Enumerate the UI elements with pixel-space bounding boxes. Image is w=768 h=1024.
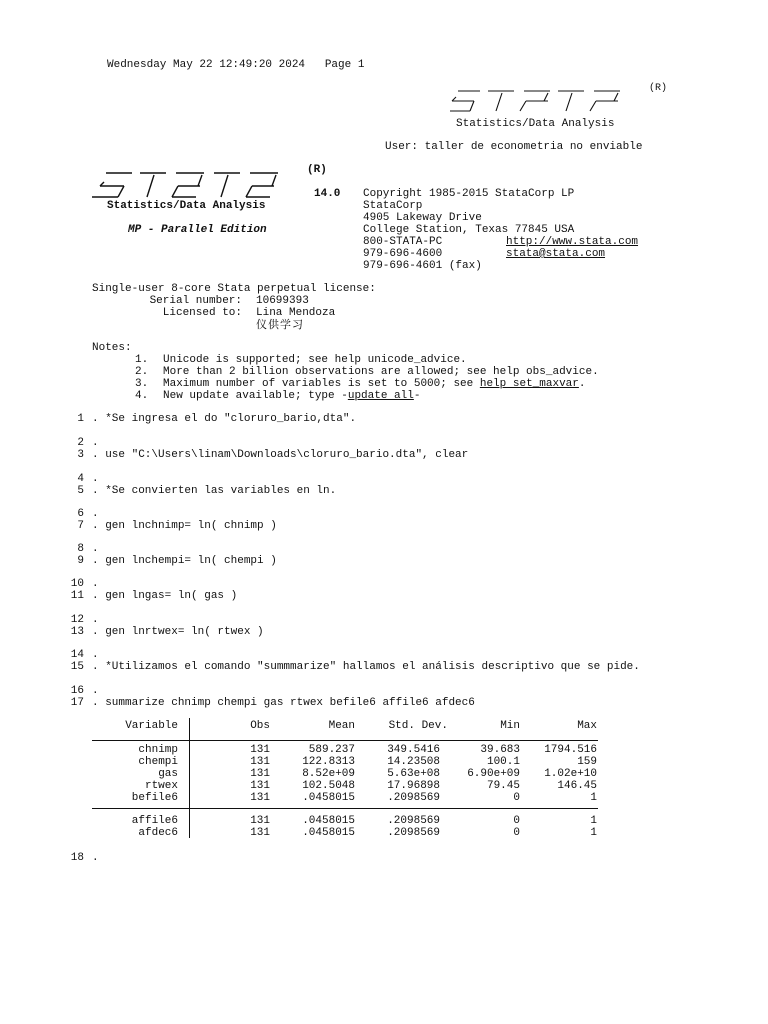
cell-min: 79.45	[486, 780, 520, 792]
table-group-rule	[92, 808, 598, 809]
log-line: . *Se convierten las variables en ln.	[92, 485, 337, 497]
cell-max: 1	[590, 815, 597, 827]
user-line: User: taller de econometria no enviable	[385, 141, 643, 153]
cell-min: 0	[513, 815, 520, 827]
serial-label: Serial number:	[149, 295, 242, 307]
table-header-rule	[92, 740, 598, 741]
cell-obs: 131	[250, 768, 270, 780]
copyright: Copyright 1985-2015 StataCorp LP	[363, 188, 575, 200]
licensed-name: Lina Mendoza	[256, 307, 336, 319]
log-line: . gen lnrtwex= ln( rtwex )	[92, 626, 264, 638]
line-number: 5	[77, 485, 84, 497]
line-number: 15	[70, 661, 84, 673]
log-line: .	[92, 437, 99, 449]
line-number: 11	[70, 590, 84, 602]
cell-max: 159	[577, 756, 597, 768]
table-vertical-rule	[189, 718, 190, 838]
line-number: 8	[77, 543, 84, 555]
log-line: .	[92, 543, 99, 555]
cell-max: 1	[590, 792, 597, 804]
log-line: .	[92, 473, 99, 485]
line-number: 12	[70, 614, 84, 626]
note-text: New update available; type -	[163, 390, 348, 402]
cell-min: 0	[513, 827, 520, 839]
licensed-label: Licensed to:	[162, 307, 242, 319]
note-text: Maximum number of variables is set to 5000; see	[163, 378, 480, 390]
cell-min: 6.90e+09	[467, 768, 520, 780]
note-number: 2.	[135, 366, 149, 378]
cell-variable: befile6	[131, 792, 178, 804]
log-line: . *Utilizamos el comando "summmarize" hallamos el análisis descriptivo que se pide.	[92, 661, 640, 673]
cell-max: 1794.516	[544, 744, 597, 756]
log-line: . summarize chnimp chempi gas rtwex befile6 affile6 afdec6	[92, 697, 475, 709]
column-header-variable: Variable	[125, 720, 178, 732]
cell-variable: gas	[158, 768, 178, 780]
help-set-maxvar-link[interactable]: help set_maxvar	[479, 378, 579, 390]
log-line: . gen lngas= ln( gas )	[92, 590, 238, 602]
cell-obs: 131	[250, 744, 270, 756]
email-link[interactable]: stata@stata.com	[506, 248, 606, 260]
log-line: . gen lnchnimp= ln( chnimp )	[92, 520, 277, 532]
company-street: 4905 Lakeway Drive	[363, 212, 482, 224]
log-line: .	[92, 649, 99, 661]
note-number: 4.	[135, 390, 149, 402]
column-header-obs: Obs	[250, 720, 270, 732]
stata-version: 14.0	[314, 188, 341, 200]
log-line: . gen lnchempi= ln( chempi )	[92, 555, 277, 567]
log-line: .	[92, 852, 99, 864]
line-number: 4	[77, 473, 84, 485]
note-text: More than 2 billion observations are allowed; see help obs_advice.	[163, 366, 599, 378]
note-item-3	[163, 378, 586, 390]
line-number: 7	[77, 520, 84, 532]
cell-variable: afdec6	[138, 827, 178, 839]
line-number: 14	[70, 649, 84, 661]
column-header-max: Max	[577, 720, 597, 732]
log-line: . *Se ingresa el do "cloruro_bario,dta".	[92, 413, 357, 425]
company-name: StataCorp	[363, 200, 423, 212]
company-phone1: 800-STATA-PC	[363, 236, 443, 248]
cell-obs: 131	[250, 756, 270, 768]
note-text-suffix: -	[413, 390, 421, 402]
cell-std-dev: .2098569	[387, 815, 440, 827]
cell-mean: 102.5048	[302, 780, 355, 792]
note-text-suffix: .	[578, 378, 586, 390]
cell-obs: 131	[250, 780, 270, 792]
company-fax: 979-696-4601 (fax)	[363, 260, 482, 272]
cell-obs: 131	[250, 827, 270, 839]
line-number: 1	[77, 413, 84, 425]
cell-mean: 122.8313	[302, 756, 355, 768]
note-item-4	[163, 390, 420, 402]
notes-title: Notes:	[92, 342, 132, 354]
cell-mean: .0458015	[302, 815, 355, 827]
line-number: 10	[70, 578, 84, 590]
log-line: .	[92, 614, 99, 626]
cell-std-dev: 17.96898	[387, 780, 440, 792]
line-number: 17	[70, 697, 84, 709]
log-line: .	[92, 508, 99, 520]
cell-std-dev: .2098569	[387, 827, 440, 839]
company-city: College Station, Texas 77845 USA	[363, 224, 575, 236]
license-line: Single-user 8-core Stata perpetual license:	[92, 283, 376, 295]
line-number: 2	[77, 437, 84, 449]
cell-std-dev: .2098569	[387, 792, 440, 804]
cell-std-dev: 14.23508	[387, 756, 440, 768]
line-number: 16	[70, 685, 84, 697]
column-header-std-dev: Std. Dev.	[388, 720, 448, 732]
cell-variable: affile6	[131, 815, 178, 827]
line-number: 13	[70, 626, 84, 638]
note-number: 3.	[135, 378, 149, 390]
cell-mean: .0458015	[302, 827, 355, 839]
stata-large-logo-icon	[90, 166, 302, 202]
cell-min: 100.1	[486, 756, 520, 768]
log-line: . use "C:\Users\linam\Downloads\cloruro_bario.dta", clear	[92, 449, 469, 461]
cell-variable: rtwex	[144, 780, 178, 792]
cell-variable: chnimp	[138, 744, 178, 756]
page-header: Wednesday May 22 12:49:20 2024 Page 1	[107, 59, 365, 71]
log-line: .	[92, 578, 99, 590]
large-logo-registered: (R)	[307, 164, 327, 176]
line-number: 18	[70, 852, 84, 864]
cell-variable: chempi	[138, 756, 178, 768]
cell-min: 39.683	[480, 744, 520, 756]
cell-obs: 131	[250, 815, 270, 827]
edition-label: MP - Parallel Edition	[128, 224, 267, 236]
column-header-mean: Mean	[328, 720, 355, 732]
cell-std-dev: 5.63e+08	[387, 768, 440, 780]
cell-max: 1.02e+10	[544, 768, 597, 780]
update-all-link[interactable]: update all	[347, 390, 414, 402]
line-number: 9	[77, 555, 84, 567]
licensed-org: 仪供学习	[256, 318, 304, 331]
log-line: .	[92, 685, 99, 697]
stata-small-logo-icon	[448, 85, 648, 119]
cell-obs: 131	[250, 792, 270, 804]
column-header-min: Min	[500, 720, 520, 732]
website-link[interactable]: http://www.stata.com	[506, 236, 639, 248]
small-logo-tagline: Statistics/Data Analysis	[456, 118, 615, 130]
cell-mean: 589.237	[308, 744, 355, 756]
line-number: 3	[77, 449, 84, 461]
line-number: 6	[77, 508, 84, 520]
note-number: 1.	[135, 354, 149, 366]
cell-mean: .0458015	[302, 792, 355, 804]
small-logo-registered: (R)	[649, 83, 668, 94]
note-text: Unicode is supported; see help unicode_advice.	[163, 354, 467, 366]
cell-std-dev: 349.5416	[387, 744, 440, 756]
company-phone2: 979-696-4600	[363, 248, 443, 260]
cell-max: 146.45	[557, 780, 597, 792]
cell-mean: 8.52e+09	[302, 768, 355, 780]
serial-value: 10699393	[256, 295, 309, 307]
cell-min: 0	[513, 792, 520, 804]
cell-max: 1	[590, 827, 597, 839]
large-logo-tagline: Statistics/Data Analysis	[107, 200, 266, 212]
